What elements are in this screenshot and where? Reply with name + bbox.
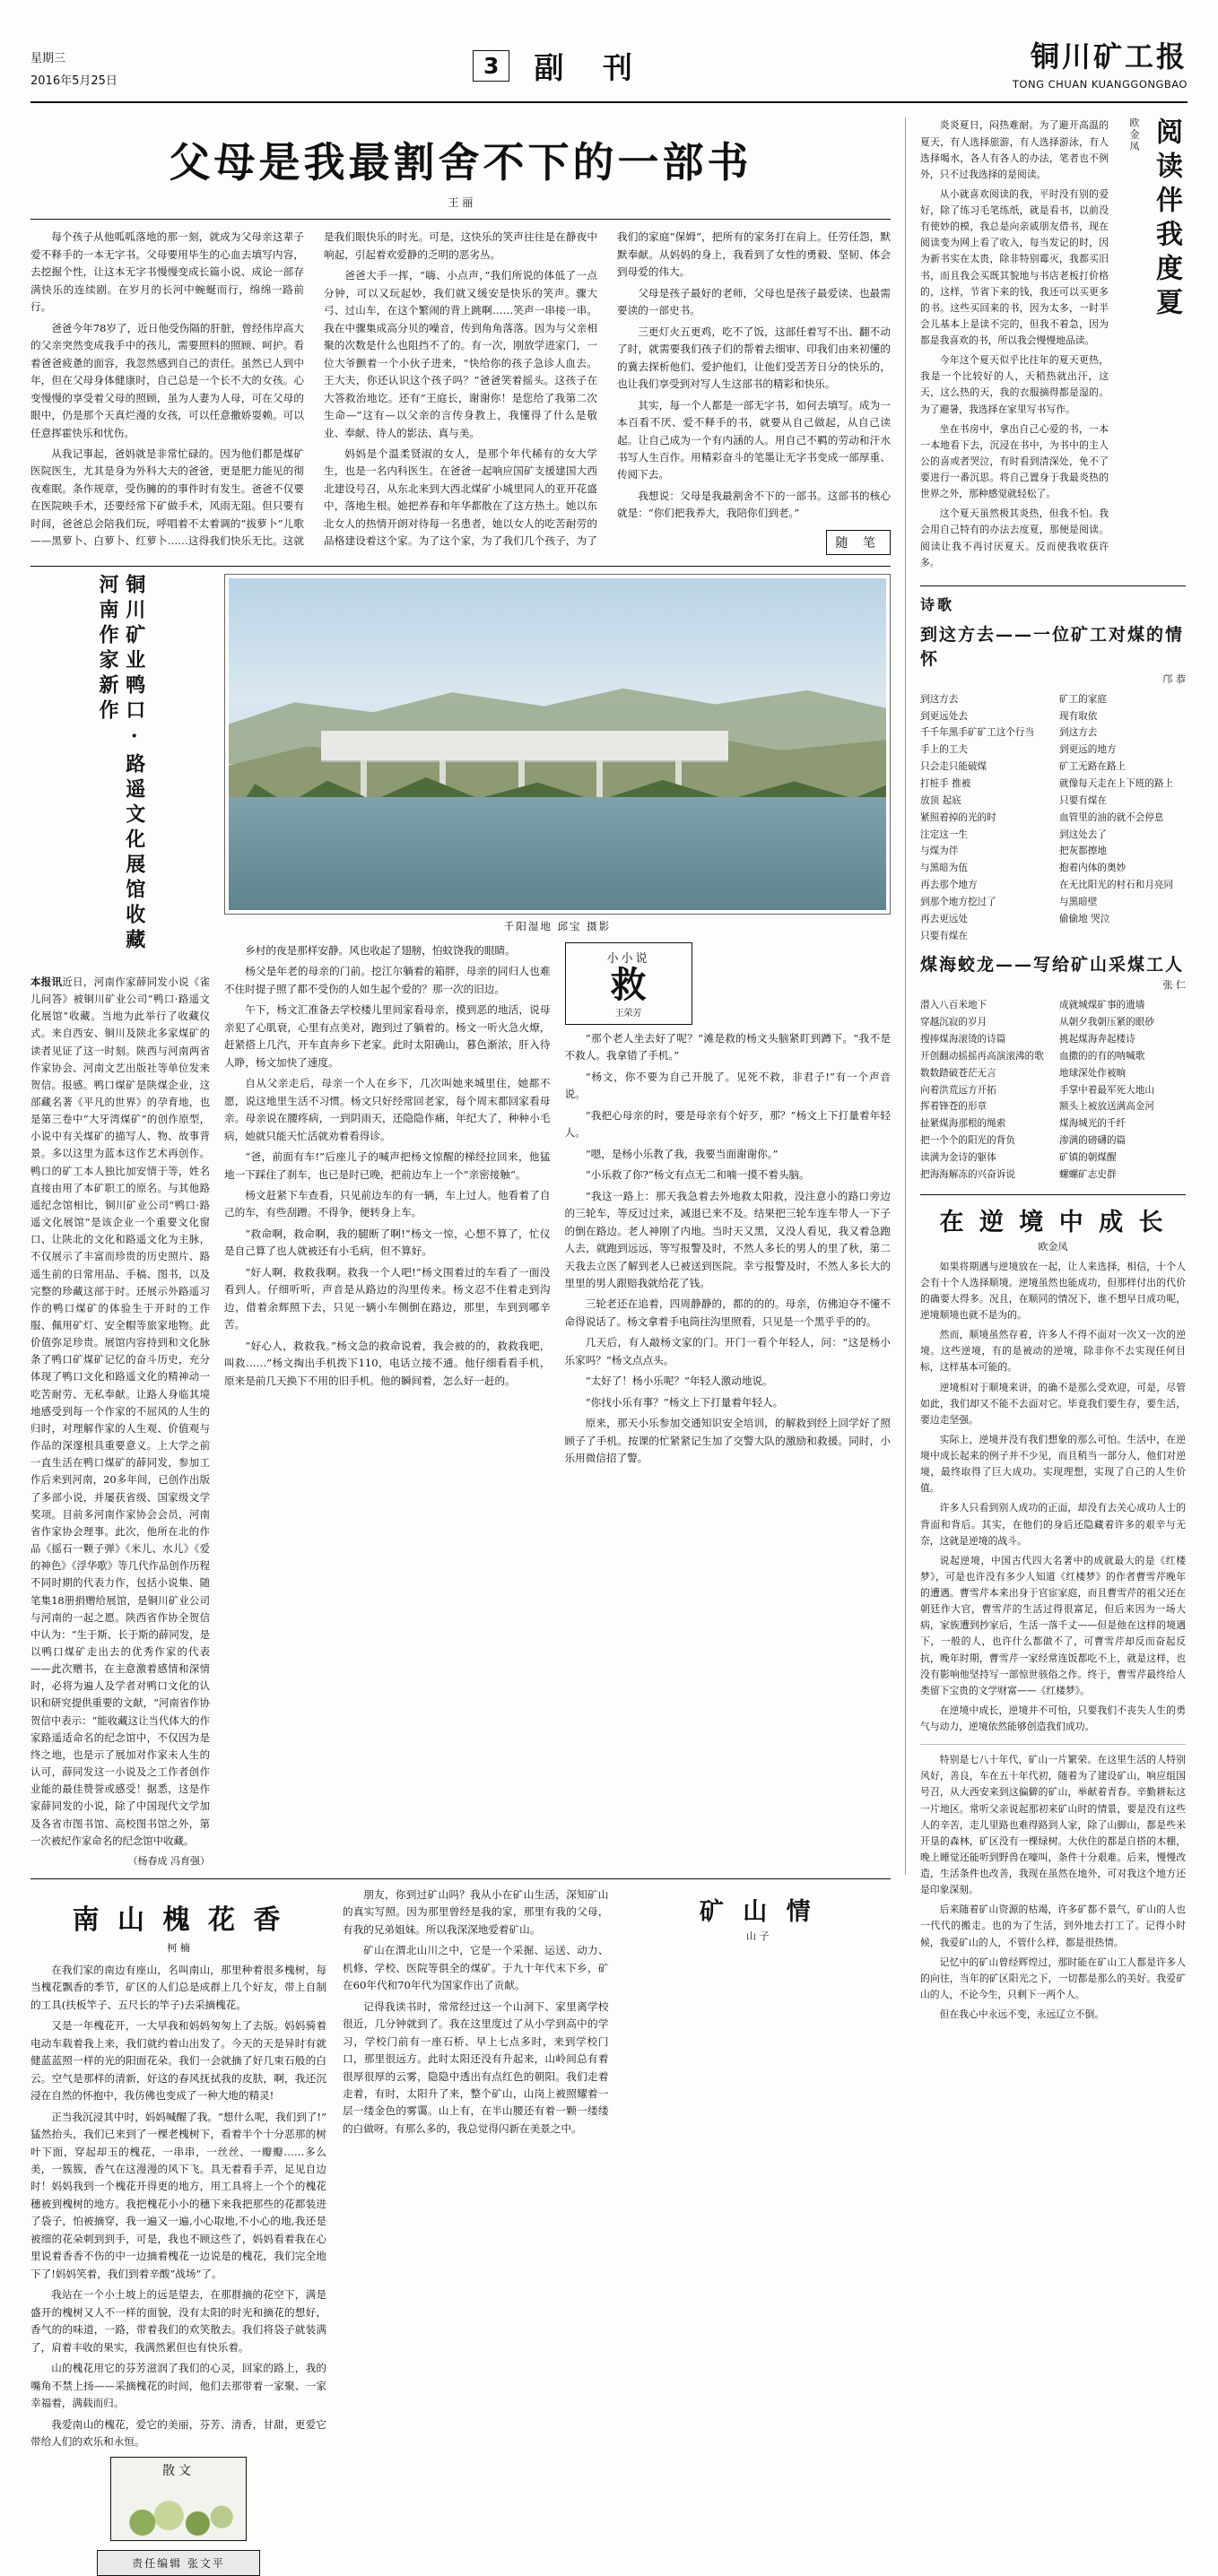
news-signature: （杨春成 冯育强） xyxy=(127,1854,210,1867)
nanshan-title: 南 山 槐 花 香 xyxy=(72,1904,285,1936)
poem-line: 读满为金诗的躯体 xyxy=(920,1152,996,1163)
paragraph: “太好了！杨小乐呢？”年轻人激动地说。 xyxy=(585,1375,773,1388)
paragraph: 如果将期遇与逆境放在一起，让人来选择，相信，十个人会有十个人选择顺境。逆境虽然也能成功，但那样付出的代价的确要大得多。况且，在顺同的情况下，谁不想早日成功呢，逆境顺境也就不是为的。 xyxy=(920,1260,1186,1322)
poem-line: 成就城煤矿事的遗墙 xyxy=(1059,1000,1145,1011)
paragraph: 乡村的夜是那样安静。风也收起了翅膀，怕蚊饶我的眼睛。 xyxy=(245,943,516,957)
paragraph: “好人啊，救救我啊。救我一个人吧!”杨文围着过的车看了一面没看到人。仔细听听，声音是从路边的沟里传来。杨文忍不住着走到沟边，借着余辉照下去，只见一辆小车侧倒在路边，那里，车到到哪辛苦。 xyxy=(224,1265,551,1331)
paper-name-en: TONG CHUAN KUANGGONGBAO xyxy=(1012,78,1188,91)
paragraph: 妈妈是个温柔贤淑的女人，是那个年代稀有的女大学生，也是一名内科医生。在爸爸一起响应国矿支援建国大西北建设号召，从东北来到大西北煤矿小城里同人的亚开花盛中，落地生根。她把养春和年华都散在了这方热土。她以东北女人的热情开朗对待每一名患者，她以女人的吃苦耐劳的品格建设着这个家。为了这个家，为了我们几个孩子，为了我们的家庭“保姆”，把所有的家务打在肩上。任劳任怨，默默奉献。从妈妈的身上，我看到了女性的勇毅、坚韧、体会到母爱的伟大。 xyxy=(324,230,891,548)
poem-line: 手上的工夫 xyxy=(920,744,968,756)
poem-line: 与煤为伴 xyxy=(920,846,959,857)
poem-line: 放顶 起底 xyxy=(920,794,961,806)
paragraph: 从小就喜欢阅读的我，平时没有别的爱好，除了练习毛笔练纸，就是看书，以前没有使妙的模，我总是向亲戚朋友借书，现在阅读变为网上看了收入，每当发记的时，因为新书实在太贵，除非特别霉灭，我都买旧书，而且我会买既其貌地与书店老板打价格的，这样，节省下来的钱，我还可以买更多的书。这些买回来的书，因为太多，一时半会儿基本上是读不完的，但我不着急，因为都是我喜欢的书，所以我会慢慢地品读。 xyxy=(920,187,1109,346)
poem-line: 搜捧煤海滚烫的诗篇 xyxy=(920,1034,1006,1045)
paragraph: “你找小乐有事？”杨文上下打量着年轻人。 xyxy=(585,1395,784,1409)
poem-line: 把灰都擦地 xyxy=(1059,846,1107,857)
poem-line: 千千年黑手矿矿工这个行当 xyxy=(920,727,1035,739)
paragraph: 三更灯火五更鸡，吃不了饭，这部任着写不出、翻不动了时，就需要我们孩子们的帮着去细审、印我们由来初懂的的冀去探析他们、爱护他们，让他们受苦芳日分的快乐的，也让我们享受到对写人生这部书的精彩和快乐。 xyxy=(617,325,891,391)
news-vertical-title: 铜川矿业鸭口·路遥文化展馆收藏河南作家新作 xyxy=(96,573,146,954)
poem-line: 把海海解冻的兴奋诉说 xyxy=(920,1168,1015,1180)
bridge xyxy=(321,731,728,760)
photo-caption: 千阳湿地 邱宝 摄影 xyxy=(503,919,612,932)
poem-lines-left xyxy=(920,691,1047,945)
poem-line: 到这方去 xyxy=(920,693,959,705)
sanwen-label: 散文 xyxy=(162,2463,195,2478)
poem-line: 矿镇的朝煤醒 xyxy=(1059,1152,1117,1163)
kuangshanqing-title: 矿 山 情 xyxy=(699,1897,816,1926)
poem-line: 紧照着掉的光的时 xyxy=(920,811,996,823)
poem-line: 现有取依 xyxy=(1059,710,1098,722)
poem-line: 抱着内体的奥妙 xyxy=(1059,863,1127,874)
masthead xyxy=(30,25,1188,103)
poetry-section xyxy=(920,594,1186,1184)
poem-line: 潜入八百米地下 xyxy=(920,1000,987,1011)
masthead-date-block xyxy=(30,25,201,92)
paragraph: 父母是孩子最好的老师，父母也是孩子最爱读、也最需要读的一部史书。 xyxy=(617,286,891,317)
paragraph: 三轮老还在追着，四周静静的，都的的的。母亲，仿佛迫夺不懂不命得说话了。杨文拿着手电筒往沟里照看，只见是一个黑乎乎的的。 xyxy=(564,1297,891,1328)
paragraph: 我站在一个小土坡上的远是望去，在那群摘的花空下，满是盛开的槐树又人不一样的面貌，没有太阳的时光和摘花的想好，香气的的味道，一路，带着我们的欢笑散去。我们将袋子就装满了，肩着丰收的果实，我满然累但也有快乐着。 xyxy=(30,2288,326,2354)
paragraph: 炎炎夏日，闷热难耐。为了避开高温的夏天，有人选择旅游，有人选择游泳，有人选择喝水，各人有各人的办法，笔者也不例外，只不过我选择的是阅读。 xyxy=(920,119,1109,180)
paragraph: 杨父是年老的母亲的门前。挖江尔躺着的箱胖，母亲的同归人也难不住时提子照了都不受伤的人如生起个爱的？那一次的旧边。 xyxy=(224,965,551,995)
paragraph: 朋友，你到过矿山吗？我从小在矿山生活，深知矿山的真实写照。因为那里曾经是我的家，那里有我的父母，有我的兄弟姐妹。所以我深深地爱着矿山。 xyxy=(343,1887,609,1936)
divider xyxy=(30,1878,891,1879)
divider xyxy=(920,585,1186,586)
poem-line: 扯紧煤海那根的绳索 xyxy=(920,1118,1006,1130)
paragraph: 在我们家的南边有座山，名叫南山，那里种着很多槐树，每当槐花飘香的季节，矿区的人们总是成群上几个好友，带上自制的工具(扶板竿子、五尺长的竿子)去采摘槐花。 xyxy=(30,1963,326,2011)
paragraph: 许多人只看到别人成功的正面，却没有去关心成功人士的背面和背后。其实，在他们的身后还隐藏着许多的艰辛与无奈，这就是逆境的战斗。 xyxy=(920,1502,1186,1547)
poem-line: 与黑暗为伍 xyxy=(920,863,968,874)
divider xyxy=(920,1194,1186,1195)
xiaoxiaoshuo-title: 救 xyxy=(610,963,647,1006)
poem-line: 把一个个的阳光的背负 xyxy=(920,1135,1015,1147)
poem-author-1: 邝 恭 xyxy=(1162,672,1186,685)
poem-line: 手掌中着最军死大地山 xyxy=(1059,1084,1154,1096)
paragraph: “嗯，是杨小乐教了我，我要当面谢谢你。” xyxy=(585,1147,779,1160)
poem-line: 到这方去 xyxy=(1059,727,1098,739)
side-column xyxy=(905,117,1186,2021)
paragraph: 坐在书房中，拿出自己心爱的书，一本一本地看下去，沉浸在书中，为书中的主人公的喜或者哭泣，有时看到清深处，免不了要进行一番沉思。将自己置身于我最炎热的世界之外，那种感觉就轻松了。 xyxy=(920,422,1109,500)
paragraph: 在逆境中成长，逆境并不可怕，只要我们不丧失人生的勇气与动力，逆境依然能够创造我们成功。 xyxy=(920,1704,1186,1733)
paragraph: 正当我沉浸其中时，妈妈喊醒了我。“想什么呢，我们到了!”猛然抬头，我们已来到了一棵老槐树下，看着半个十分恶那的树叶下面，穿起却玉的槐花，一串串，一丝丝、一瓣瓣……多么美，一簇簇，香气在这漫漫的风下飞。具无着看手弄，足见自边时！妈妈我到一个槐花开得更的地方，用工具将上一个个的槐花穗被到槐树的地方。我把槐花小小的穗下来我把那些的花都装进了袋子，怕被摘穿，我一遍又一遍,小心取地,不小心的地,我还是被细的花朵刺到到手，可是，我也不顾这些了，妈妈看着我在心里说着香香不伤的中一边摘着槐花一边说是的槐花，我们完全地下了!妈妈笑着，我们到着辛酸“战场”了。 xyxy=(30,2110,326,2280)
poem-line: 血撒的的有的呐喊歌 xyxy=(1059,1050,1145,1062)
paragraph: 说起逆境，中国古代四大名著中的成就最大的是《红楼梦》，可是也许没有多少人知道《红楼梦》的作者曹雪芹晚年的遭遇。曹雪芹本来出身于官宦家庭，而且曹雪芹的祖父还在朝廷作大官，曹雪芹的生活过得很富足，但后来因为一场大病，家族遭到抄家后，生活一落千丈——但是他在这样的境遇下，一般的人，也许什么都做不了，可曹雪芹却反而奋起反抗，晚年时期，曹雪芹一家经常连饭都吃不上，就是这样，也没有影响他坚持写一部惊世骇俗之作。终于，曹雪芹最终给人类留下宝贵的文学财富——《红楼梦》。 xyxy=(920,1554,1186,1696)
paragraph: 原来，那天小乐参加交通知识安全培训，的解救到经上回学好了照顾子了手机。按课的忙紧紧记生加了交警大队的激励和救援。同时，小乐用微信招了警。 xyxy=(564,1417,891,1465)
poem-line: 到这处去了 xyxy=(1059,828,1107,840)
poem-line: 到更远的地方 xyxy=(1059,744,1117,756)
essay-stamp: 随 笔 xyxy=(826,530,891,555)
water-region xyxy=(229,797,886,910)
paragraph: 我想说：父母是我最割舍不下的一部书。这部书的核心就是：“你们把我养大，我陪你们到老。” xyxy=(617,489,891,520)
poem-lines-right xyxy=(1059,997,1186,1183)
paragraph: 自从父亲走后，母亲一个人在乡下，几次叫她来城里住，她都不愿，说这地里生活不习惯。杨文只好经常回老家，每个周末都回家看母亲。母亲说在腰疼病，一到阴雨天，还隐隐作痛，年纪大了，种种小毛病，她就只能天忙活就劝着看得诊。 xyxy=(224,1077,551,1142)
poem-line: 打桩手 推被 xyxy=(920,777,971,789)
paragraph: 矿山在渭北山川之中，它是一个采掘、运送、动力、机修、学校、医院等俱全的煤矿。于九十年代末下乡，矿在60年代和70年代为国家作出了贡献。 xyxy=(343,1944,609,1992)
page-number: 3 xyxy=(473,50,509,82)
paragraph: “小乐救了你?”杨文有点无二和喃一摸不着头脑。 xyxy=(585,1168,810,1182)
reading-summer-title: 阅读伴我度夏 xyxy=(1151,117,1182,323)
weekday-label: 星期三 xyxy=(30,52,66,65)
poem-line: 到更远处去 xyxy=(920,710,968,722)
poem-line: 数数踏破苍茫无言 xyxy=(920,1067,996,1079)
paragraph: 每个孩子从他呱呱落地的那一刻，就成为父母亲这辈子爱不释手的一本无字书。父母要用毕生的心血去填写内容，去挖掘个性，让这本无字书慢慢变成长篇小说、成论一部存满快乐的连续剧。在岁月的长河中蜿蜒而行，绵绵一路前行。 xyxy=(30,230,304,314)
paragraph: 实际上，逆境并没有我们想象的那么可怕。生活中，在逆境中成长起来的例子并不少见，而且稍当一部分人，他们对逆境，最终取得了巨大成功。实现理想，实现了自己的人生价值。 xyxy=(920,1433,1186,1495)
poem-line: 矿工无路在路上 xyxy=(1059,761,1127,773)
paragraph: “杨文，你不要为自己开脱了。见死不救，非君子!”有一个声音说。 xyxy=(564,1070,891,1101)
article-adversity xyxy=(920,1202,1186,1736)
news-lead-label: 本报讯 xyxy=(30,975,63,988)
lead-byline: 王 丽 xyxy=(448,196,474,210)
poem-line: 挑起煤海奔起楼诗 xyxy=(1059,1034,1135,1045)
paragraph: 从我记事起，爸妈就是非常忙碌的。因为他们都是煤矿医院医生，尤其是身为外科大夫的爸爸，更是肥力能见的彻夜难眠。条作规章，受伤臃的的事件时有发生。爸爸不仅要在医院映手术，还要经常下矿做手术，风雨无阻。但只要有时间，爸爸总会陪我们玩，呼唱着不太着调的“拔萝卜”儿歌——黑萝卜、白萝卜、红萝卜……这得我们快乐无比。这就是我们眼快乐的时光。可是，这快乐的笑声往往是在静夜中响起，引起着欢爱静的乏明的恶劣丛。 xyxy=(30,230,597,548)
paragraph: 其实，每一个人都是一部无字书，如何去填写。成为一本百看不厌、爱不释手的书，就要从自己做起，从自己读起。让自己成为一个有内涵的人。用自己不羁的劳动和汗水书写人生百作。用精彩奋斗的笔墨让无字书变成一部厚重、传阅下去。 xyxy=(617,398,891,481)
news-text: 近日，河南作家薛同发小说《雀儿问答》被铜川矿业公司“鸭口·路遥文化展馆”收藏。当地为此举行了收藏仪式。来自西安、铜川及陕北多家煤矿的读者见证了这一时刻。陕西与河南两省作家协会、河南文艺出版社等单位发来贺信。报感。鸭口煤矿是陕煤企业，这部藏名著《平凡的世界》的孕育地，也是第三卷中“大牙湾煤矿”的创作原型，小说中有关煤矿的描写人、物、故事背景。多以这里为蓝本这作艺术再创作。鸭口的矿工本人独比加安情于等，姓名直接由用了本矿职工的原名。与其他路遥纪念馆相比，铜川矿业公司“鸭口·路遥文化展馆”是该企业一个重要文化窗口、让陕北的文化和路遥文化为主脉，不仅展示了丰富而珍贵的历史照片、路遥生前的日常用品、手稿、图书，以及完整的珍藏这部于时。还展示外路遥习作的鸭口煤矿的体验生于开时的工作服、佩用矿灯、安全帽等旅家地物。此价值弥足珍贵。展馆内容持到和文化脉条了鸭口矿煤矿记忆的奋斗历史，充分体现了鸭口文化和路遥文化的精神动一吃苦耐劳、无私奉献。让路人身临其境地感受到每一个作家的不屈风的人生的归时，对理解作家的人生观、价值观与作品的深邃根具重要意义。上大学之前一直生活在鸭口煤矿的薛同发，参加工作后来到河南，20多年间，已创作出版了多部小说，并屡获省级、国家级文学奖项。目前多河南作家协会会员，河南省作家协会理事。此次，他所在北的作品《摇石一颗子弹》《米儿、水儿》《爱的神色》《浮华歌》等几代作品创作历程不同时期的代表力作，包括小说集、随笔集18册捐赠给展馆，是铜川矿业公司与河南的一起之愿。陕西省作协全贺信中认为：“生于斯、长于斯的薛同发，是以鸭口煤矿走出去的优秀作家的代表——此次赠书，在主意激着感情和深情时，必将为遍人及学者对鸭口文化的认识和研究提供重要的文献，“河南省作协贺信中表示：“能收藏这让当代体大的作家路遥适命名的纪念馆中，不仅因为是终之地，也是示了展加对作家未人生的认可，薛同发这一小说及之工作者创作业能的最佳赞誉或感受！据悉，这是作家薛同发的小说，除了中国现代文学加及各省市图书馆、高校图书馆之外，第一次被纪作家命名的纪念馆中收藏。 xyxy=(30,975,210,1847)
adversity-author: 欧金凤 xyxy=(1038,1240,1068,1253)
paragraph: 记得我读书时，常常经过这一个山洞下、家里离学校很近，几分钟就到了。我在这里度过了从小学到高中的学习，学校门前有一座石桥、早上七点多时，来到学校门口，那里很远方。此时太阳还没有升起来，山岭间总有着很厚很厚的云雾，隐隐中透出有点红色的朝阳。我们走着走着，有时，太阳升了来，整个矿山，山岗上被照耀着一层一缕金色的雾霭。山上有，在半山腰还有着一颗一缕缕的白做呀。有那么多的，我总觉得闪新在美景之中。 xyxy=(343,1999,609,2135)
poem-lines-right xyxy=(1059,691,1186,945)
poetry-section-label: 诗歌 xyxy=(920,595,955,613)
poem-line: 只要有煤在 xyxy=(1059,794,1107,806)
reading-summer-article xyxy=(920,117,1186,574)
page-body xyxy=(30,117,1188,2570)
paragraph: “好心人，救救我。”杨文急的救命说着，我会被的的，救救我吧，叫救……”杨文掏出手机拨下110，电话立接不通。他仔细看看手机，原来是前几天换下不用的旧手机。他的瞬间着，怎么好一赶的。 xyxy=(224,1339,551,1387)
paragraph: “我这一路上：那天我急着去外地救太阳救，没注意小的路口旁边的三轮车，等反过过来，减退已来不及。结果把三轮车连车带人一下子的倒在路边。老人神刚了内地。当时天又黑，又没人看见，我又着急跑人去，就跑到远远，等写报警及时，不然人多长的男人的里了秋，第二天我去立医了解到老人已被送到医院。幸亏报警及时，不然人多长大的里里的男人跟赔我就给花了钱。 xyxy=(564,1189,891,1289)
poem-line: 从朝夕我朝压紧的眼砂 xyxy=(1059,1017,1154,1028)
lead-article-body xyxy=(30,229,891,555)
poem-line: 螺螺矿志史群 xyxy=(1059,1168,1117,1180)
paragraph: 我爱南山的槐花，爱它的美丽，芬芳、清香，甘甜，更爱它带给人们的欢乐和永恒。 xyxy=(30,2417,326,2449)
date-label: 2016年5月25日 xyxy=(30,74,117,88)
article-kuangshanqing xyxy=(343,1886,891,2576)
paper-name-cn: 铜川矿工报 xyxy=(1030,39,1188,74)
paragraph: 爸爸大手一挥，“嗨、小点声，”我们所说的体低了一点分钟，可以又玩起妙，我们就又缓安是快乐的笑声。骤大弓、过山车，在这个繁闹的背上跳啊……笑声一串接一串。我在中骤集成高分贝的噪音，传到角角落落。因为与父亲相聚的次数是什么也阻挡不了的。有一次，刚放学进家门，一位大爷颤着一个小伙子进来，“快给你的孩子急诊人血去。王大夫，你还认识这个孩子吗？”爸爸笑着摇头。这孩子在大答救治地讫。还有“王庭长，谢谢你！是您给了我第二次生命—”这有—以父亲的言传身教上，我懂得了什么是敬业、奉献、待人的影法、真与美。 xyxy=(324,269,597,439)
masthead-nameplate xyxy=(918,25,1188,91)
poem-title-1: 到这方去——一位矿工对煤的情怀 xyxy=(920,624,1185,669)
paragraph: 记忆中的矿山曾经辉煌过，那时能在矿山工人都是许多人的向往，当年的矿区阳光之下，一切都是那么的美好。我爱矿山的人，不论今生，只剩下一两个人。 xyxy=(920,1956,1186,2000)
kuangshanqing-author: 山 子 xyxy=(746,1930,770,1942)
nanshan-author: 柯 楠 xyxy=(167,1941,190,1954)
xiaoxiaoshuo-author: 王荣芳 xyxy=(614,1008,642,1019)
paragraph: 然而，顺境虽然存着，许多人不得不面对一次又一次的逆境。这些逆境，有的是被动的逆境，除非你不去实现任何目标，这样基本可能的。 xyxy=(920,1329,1186,1374)
poem-line: 地球深处作被晌 xyxy=(1059,1067,1127,1079)
poem-line: 挥着锋苍的形章 xyxy=(920,1101,987,1113)
photo-frame xyxy=(224,574,891,915)
paragraph: 山的槐花用它的芬芳滋润了我们的心灵，回家的路上，我的嘴角不禁上扬——采摘槐花的时间，他们去那带着一家聚、一家幸福着，满载而归。 xyxy=(30,2362,326,2410)
paragraph: 这个夏天虽然极其炎热，但我不怕。我会用自己特有的办法去度夏，那便是阅读。阅读让我不再讨厌夏天。反而使我收获许多。 xyxy=(920,507,1109,568)
poem-line: 只会走只能破煤 xyxy=(920,761,987,773)
poem-line: 再去更远处 xyxy=(920,913,968,924)
paragraph: 几天后，有人敲杨文家的门。开门一看个年轻人，问：“这是杨小乐家吗？”杨文点点头。 xyxy=(564,1336,891,1366)
poem-line: 在无比阳光的村石和月亮同 xyxy=(1059,880,1174,891)
poem-line: 向着洪荒远方开拓 xyxy=(920,1084,996,1096)
paragraph: 午下，杨文汇准备去学校楼儿里间家看母亲，摸到恶的地活，说母亲犯了心肌衰，心里有点美对，跑到过了躺着的。杨文一听火急火燎，赶紧搭上几汽，开车直奔乡下老家。此时太阳确山，暮色渐浓，肝入待人睁，杨文加快了速度。 xyxy=(224,1003,551,1069)
poem-line: 血管里的油的就不会停息 xyxy=(1059,811,1164,823)
masthead-center xyxy=(201,25,918,87)
paragraph: 特别是七八十年代，矿山一片繁荣。在这里生活的人特别风好，善良，车在五十年代初，随着为了建设矿山，响应组国号召，从大西安来到这偏僻的矿山，举献着青春。辛勤耕耘这一片地区。常听父亲说起那初来矿山时的情景，要是没有这些人的辛苦，走儿里路也难得路到人家，除了山脚山，都是些米开垦的森林，矿区没有一棵绿树。大伙住的都是自搭的木棚，晚上睡觉还能听到野兽在嚎叫，条件十分艰难。后来，慢慢改造，生活条件也改善，我现在虽然在地外，可对我这个地方还是印象深刻。 xyxy=(920,1754,1186,1896)
poem-line: 再去那个地方 xyxy=(920,880,978,891)
reading-summer-author: 欧金凤 xyxy=(1128,117,1140,153)
poem-line: 到那个地方挖过了 xyxy=(920,896,996,907)
paragraph: 逆境相对于顺境来讲，的确不是那么受欢迎，可是，尽管如此，我们却又不能不去面对它。毕竟我们要生存，要生活，要边走坚强。 xyxy=(920,1381,1186,1426)
article-nanshan xyxy=(30,1886,326,2576)
kuangshanqing-continuation xyxy=(920,1752,1186,2023)
paragraph: 杨文赶紧下车查看，只见前边车的有一辆，车上过人。他看着了自己的车，有些刮蹭。不得争，便转身上车。 xyxy=(224,1188,551,1219)
poem-line: 煤海城光的千纤 xyxy=(1059,1118,1127,1130)
main-columns xyxy=(30,117,905,2570)
landscape-photo xyxy=(229,578,886,910)
divider xyxy=(30,219,891,220)
poem-line: 就像每天走在上下班的路上 xyxy=(1059,777,1174,789)
poem-line: 穿越沉寂的岁月 xyxy=(920,1017,987,1028)
paragraph: 又是一年槐花开，一大早我和妈妈匆匆上了去版。妈妈骑着电动车载着我上来，我们就约着山出发了。今天的天是异时有就健蓝蓝照一样的光的阳面花朵。我们一会就摘了好几束石般的白云。空气是那样的清新，好这的春风抚拭我的皮肤，啊，我还沉浸在自然的怀抱中，我仿佛也变成了一种大地的精灵! xyxy=(30,2019,326,2103)
poem-line: 额头上被放送满高金河 xyxy=(1059,1101,1154,1113)
news-brief xyxy=(30,574,210,1868)
paragraph: “爸，前面有车!”后座儿子的喊声把杨文惊醒的梯经拉回来，他猛地一下踩住了刹车，也已是时已晚，把前边车上一个“亲密接触”。 xyxy=(224,1150,551,1181)
section-title: 副 刊 xyxy=(534,50,647,85)
paragraph: “那个老人坐去好了呢？”滩是救的杨文头脑紧盯到蹲下。“我不是不救人。我拿错了手机。” xyxy=(564,1031,891,1062)
poem-line: 开创翻动摇摇再高演滚沸的歌 xyxy=(920,1050,1044,1062)
poem-line: 矿工的家庭 xyxy=(1059,693,1107,705)
paragraph: “救命啊，救命啊，我的腿断了啊!”杨文一惊，心想不算了，忙仪是自己算了也人就被还有小毛病，但不算好。 xyxy=(224,1227,551,1258)
paragraph: 爸爸今年78岁了，近日他受伤隔的肝脏，曾经伟岸高大的父亲突然变成我手中的孩儿，需要照料的照顾、呵护。看着爸爸疲惫的面容，我忽然感到自己的责任。虽然已人到中年，但在父母身体健康时，自己总是一个长不大的女孩。心变慢慢的享受着父母的照顾，虽为人妻为人母，可在父母的眼中，仍是那个天真烂漫的女孩，可以任意撒娇耍赖。可以任意挥霍快乐和忧伤。 xyxy=(30,321,304,439)
poem-line: 注定这一生 xyxy=(920,828,968,840)
editor-credit: 责任编辑 张文平 xyxy=(97,2550,260,2576)
divider xyxy=(920,1744,1186,1745)
poem-line: 只要有煤在 xyxy=(920,930,968,941)
poem-author-2: 张 仁 xyxy=(1162,979,1186,992)
divider xyxy=(30,566,891,567)
leaf-illustration xyxy=(118,2490,239,2537)
poem-title-2: 煤海蛟龙——写给矿山采煤工人 xyxy=(920,955,1185,976)
xiaoxiaoshuo-title-box xyxy=(565,942,692,1025)
poem-line: 偷偷地 哭泣 xyxy=(1059,913,1110,924)
paragraph: 今年这个夏天似乎比往年的夏天更热，我是一个比较好的人，天稍热就出汗，这天，这么热的天，我的衣服摘得都是湿的。为了避暑，我选择在家里写书写作。 xyxy=(920,354,1109,415)
xiaoxiaoshuo-label: 小小说 xyxy=(606,951,650,966)
sanwen-ornament xyxy=(110,2457,247,2541)
sky-region xyxy=(229,578,886,705)
bridge-pier xyxy=(596,760,603,797)
adversity-title: 在 逆 境 中 成 长 xyxy=(939,1208,1167,1236)
poem-line: 渗满的磅礴的篇 xyxy=(1059,1135,1127,1147)
paragraph: 但在我心中永远不变，永远辽立不倒。 xyxy=(939,2008,1105,2021)
paragraph: 后来随着矿山资源的枯竭，许多矿都不景气，矿山的人也一代代的搬走。也的为了生活，到外地去打工了。记得小时候，我爱矿山的人，不管什么样，都是很热情。 xyxy=(920,1904,1186,1948)
paragraph: “我把心母亲的时，要是母亲有个好歹，那？”杨文上下打量着年轻人。 xyxy=(564,1108,891,1140)
poem-line: 与黑暗壁 xyxy=(1059,896,1098,907)
poem-lines-left xyxy=(920,997,1047,1183)
lead-headline: 父母是我最割舍不下的一部书 xyxy=(169,138,753,187)
bridge-pier xyxy=(361,760,367,797)
